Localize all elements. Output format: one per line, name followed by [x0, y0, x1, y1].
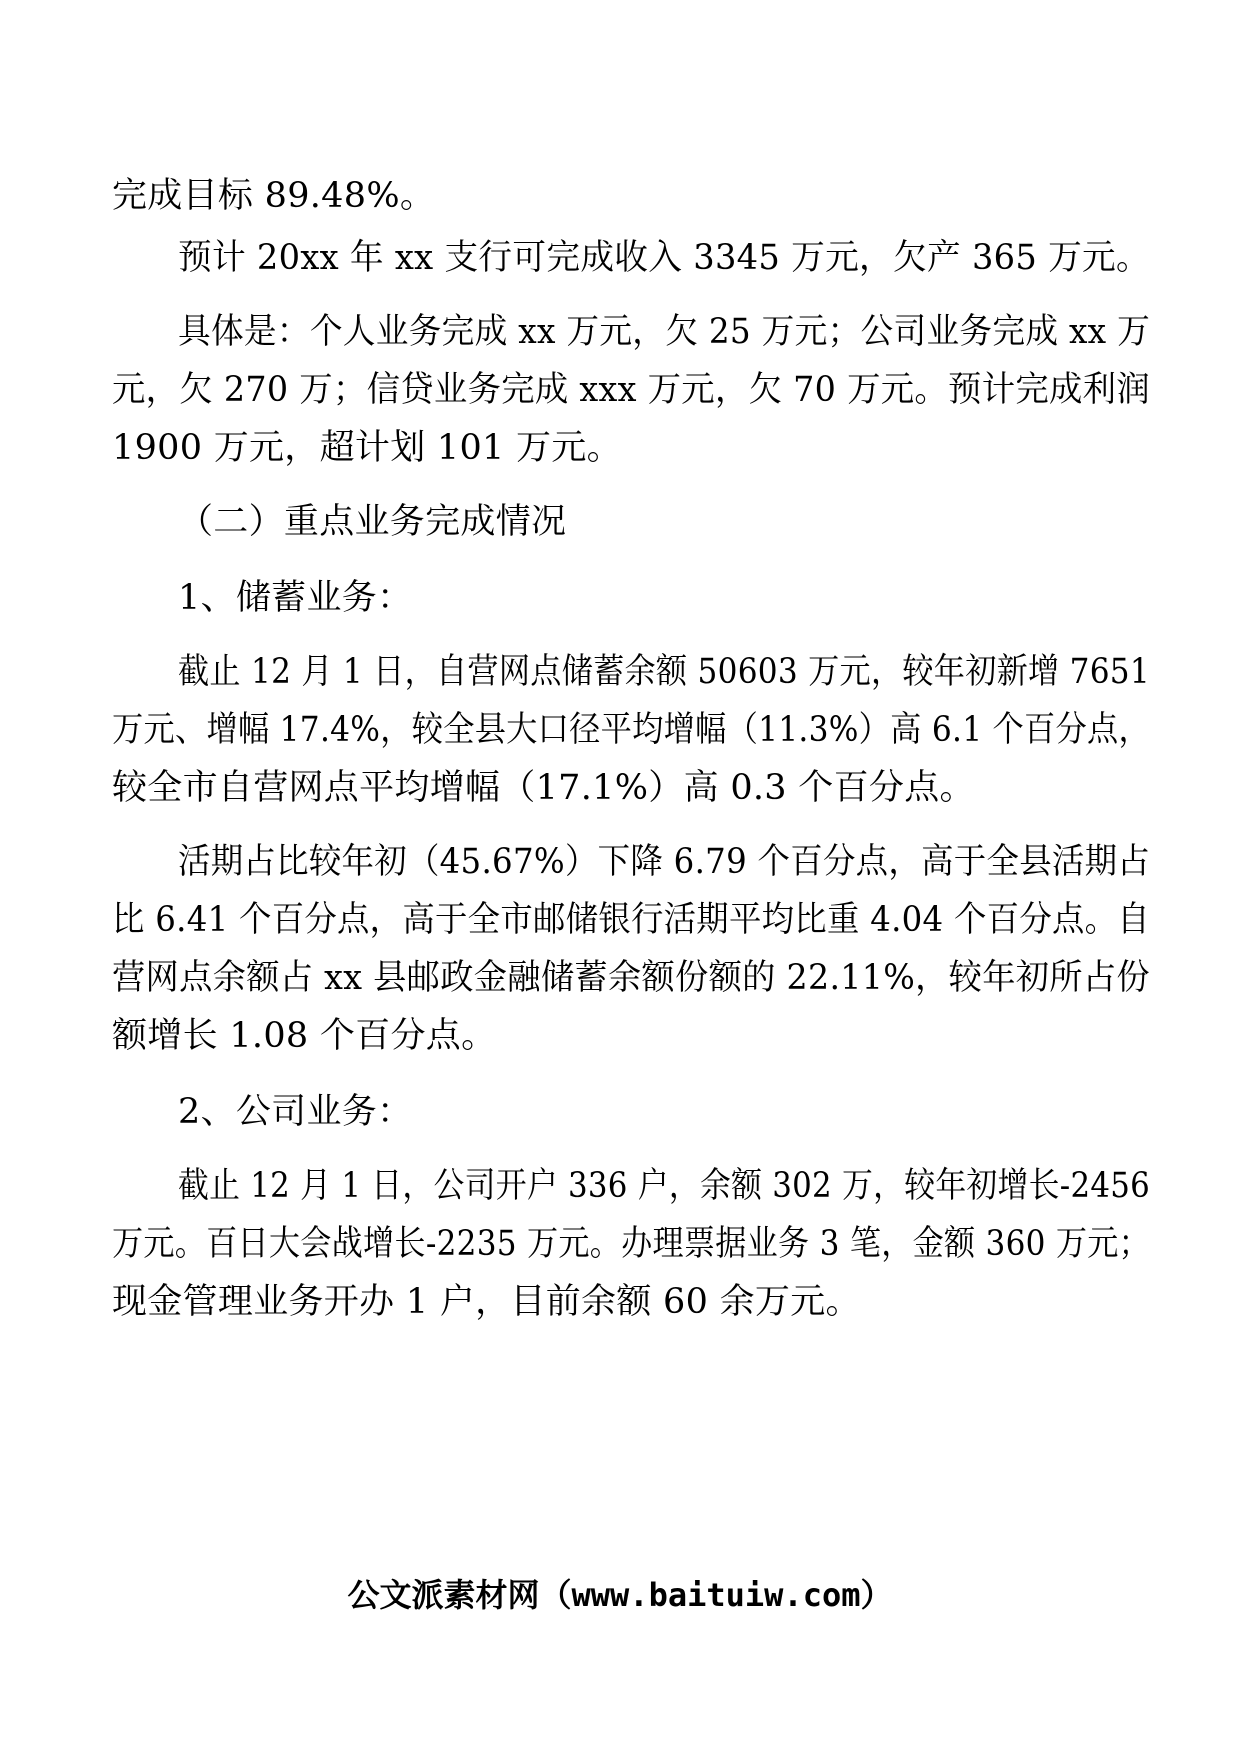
subsection-heading: 1、储蓄业务： — [178, 578, 413, 618]
text-line: 截止 12 月 1 日，自营网点储蓄余额 50603 万元，较年初新增 7651 — [178, 652, 1150, 692]
text-line: 元，欠 270 万；信贷业务完成 xxx 万元，欠 70 万元。预计完成利润 — [112, 370, 1150, 410]
text-line: 截止 12 月 1 日，公司开户 336 户，余额 302 万，较年初增长-2456 — [178, 1166, 1151, 1206]
text-line: 完成目标 89.48%。 — [112, 176, 436, 216]
text-line: 比 6.41 个百分点，高于全市邮储银行活期平均比重 4.04 个百分点。自 — [112, 900, 1150, 940]
text-line: 营网点余额占 xx 县邮政金融储蓄余额份额的 22.11%，较年初所占份 — [112, 958, 1150, 998]
section-heading: （二）重点业务完成情况 — [178, 502, 567, 542]
text-line: 活期占比较年初（45.67%）下降 6.79 个百分点，高于全县活期占 — [178, 842, 1151, 882]
subsection-heading: 2、公司业务： — [178, 1092, 413, 1132]
text-line: 1900 万元，超计划 101 万元。 — [112, 428, 622, 468]
footer-site-name: 公文派素材网 — [347, 1576, 540, 1614]
text-line: 额增长 1.08 个百分点。 — [112, 1016, 497, 1056]
text-line: 万元。百日大会战增长-2235 万元。办理票据业务 3 笔，金额 360 万元； — [112, 1224, 1151, 1264]
text-line: 现金管理业务开办 1 户，目前余额 60 余万元。 — [112, 1282, 861, 1322]
page-footer — [0, 1575, 1240, 1615]
footer-url: （www.baituiw.com） — [539, 1576, 893, 1614]
text-line: 万元、增幅 17.4%，较全县大口径平均增幅（11.3%）高 6.1 个百分点， — [112, 710, 1151, 750]
text-line: 具体是：个人业务完成 xx 万元，欠 25 万元；公司业务完成 xx 万 — [178, 312, 1151, 352]
text-line: 预计 20xx 年 xx 支行可完成收入 3345 万元，欠产 365 万元。 — [178, 238, 1150, 278]
text-line: 较全市自营网点平均增幅（17.1%）高 0.3 个百分点。 — [112, 768, 975, 808]
